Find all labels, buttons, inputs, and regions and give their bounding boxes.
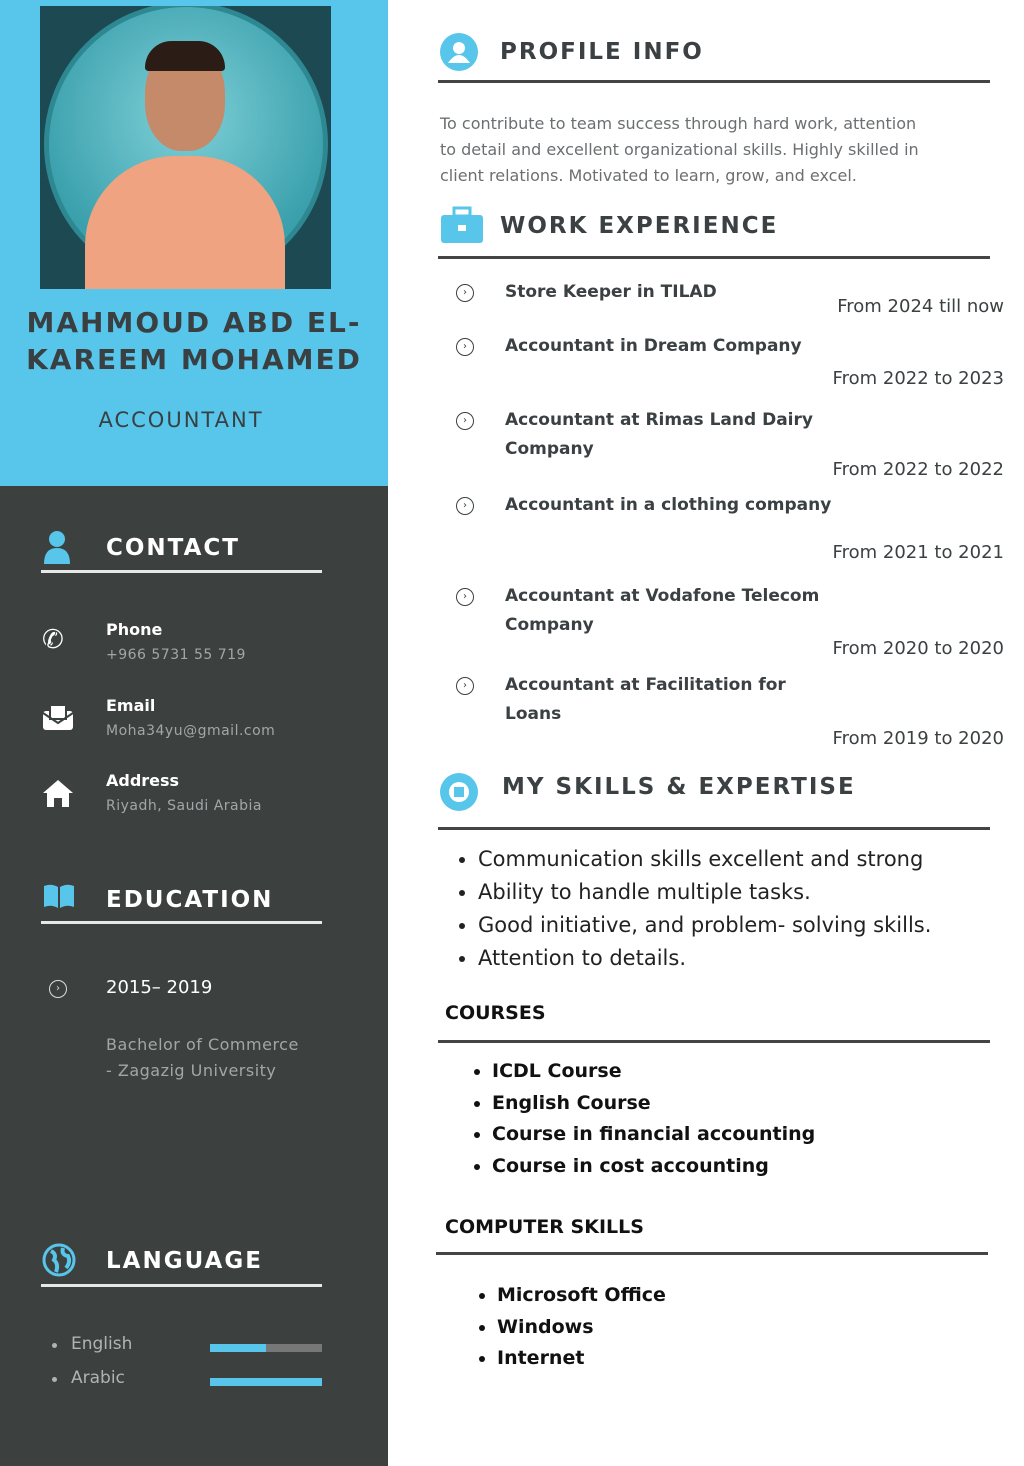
profile-line: to detail and excellent organizational skills. Highly skilled in xyxy=(440,140,919,159)
user-icon xyxy=(440,33,478,71)
computer-skill-item: • Windows xyxy=(497,1312,666,1344)
job-title: Store Keeper in TILAD xyxy=(505,282,717,302)
english-level-bar xyxy=(210,1344,322,1352)
chevron-circle-icon: › xyxy=(456,284,474,302)
job-title: Accountant at Rimas Land Dairy Company xyxy=(505,410,813,459)
divider xyxy=(438,80,990,83)
profile-photo xyxy=(40,6,331,289)
language-heading: LANGUAGE xyxy=(106,1248,263,1274)
phone-label: Phone xyxy=(106,620,163,639)
book-icon xyxy=(42,882,76,917)
job-date: From 2022 to 2023 xyxy=(832,368,1004,389)
home-icon xyxy=(42,778,74,815)
profile-heading: PROFILE INFO xyxy=(500,39,704,65)
courses-heading: COURSES xyxy=(445,1002,546,1024)
skills-list xyxy=(478,843,931,975)
computer-skills-list xyxy=(497,1280,666,1375)
chevron-circle-icon: › xyxy=(456,497,474,515)
globe-icon xyxy=(41,1242,77,1282)
computer-skills-heading: COMPUTER SKILLS xyxy=(445,1216,644,1238)
chevron-circle-icon: › xyxy=(456,412,474,430)
education-years: 2015– 2019 xyxy=(106,977,213,998)
divider xyxy=(438,827,990,830)
education-degree-line2: - Zagazig University xyxy=(106,1061,277,1080)
course-item: • ICDL Course xyxy=(492,1056,815,1088)
job-date: From 2021 to 2021 xyxy=(832,542,1004,563)
contact-heading: CONTACT xyxy=(106,535,240,561)
email-icon xyxy=(42,703,74,738)
education-degree-line1: Bachelor of Commerce xyxy=(106,1035,299,1054)
phone-icon: ✆ xyxy=(42,625,64,655)
divider xyxy=(41,921,322,924)
name-line-2: KAREEM MOHAMED xyxy=(26,343,362,376)
course-item: • Course in financial accounting xyxy=(492,1119,815,1151)
education-heading: EDUCATION xyxy=(106,887,274,913)
name-line-1: MAHMOUD ABD EL- xyxy=(26,306,362,339)
profile-line: client relations. Motivated to learn, grow, and excel. xyxy=(440,166,857,185)
briefcase-icon xyxy=(440,206,484,248)
address-value: Riyadh, Saudi Arabia xyxy=(106,798,262,814)
courses-list xyxy=(492,1056,815,1182)
skill-item: • Ability to handle multiple tasks. xyxy=(478,876,931,909)
person-icon xyxy=(42,530,72,571)
job-title: Accountant at Vodafone Telecom Company xyxy=(505,586,820,635)
profile-line: To contribute to team success through hard work, attention xyxy=(440,114,917,133)
divider xyxy=(438,256,990,259)
address-label: Address xyxy=(106,771,180,790)
divider xyxy=(41,1284,322,1287)
job-role: ACCOUNTANT xyxy=(98,408,264,432)
course-item: • English Course xyxy=(492,1088,815,1120)
job-date: From 2024 till now xyxy=(837,296,1004,317)
course-item: • Course in cost accounting xyxy=(492,1151,815,1183)
arabic-level-bar xyxy=(210,1378,322,1386)
work-heading: WORK EXPERIENCE xyxy=(500,213,779,239)
chevron-circle-icon: › xyxy=(49,980,67,998)
skill-item: • Good initiative, and problem- solving skills. xyxy=(478,909,931,942)
skills-heading: MY SKILLS & EXPERTISE xyxy=(502,774,856,800)
chevron-circle-icon: › xyxy=(456,588,474,606)
job-title: Accountant in Dream Company xyxy=(505,336,802,356)
skill-item: • Attention to details. xyxy=(478,942,931,975)
bullet xyxy=(52,1377,57,1382)
language-arabic: Arabic xyxy=(71,1368,125,1388)
email-label: Email xyxy=(106,696,156,715)
computer-skill-item: • Internet xyxy=(497,1343,666,1375)
chevron-circle-icon: › xyxy=(456,677,474,695)
divider xyxy=(436,1252,988,1255)
phone-value[interactable]: +966 5731 55 719 xyxy=(106,647,246,663)
profile-text xyxy=(440,111,919,189)
language-english: English xyxy=(71,1334,133,1354)
job-date: From 2022 to 2022 xyxy=(832,459,1004,480)
email-value[interactable]: Moha34yu@gmail.com xyxy=(106,723,276,739)
job-title: Accountant at Facilitation for Loans xyxy=(505,675,786,724)
skill-item: • Communication skills excellent and strong xyxy=(478,843,931,876)
divider xyxy=(438,1040,990,1043)
bullet xyxy=(52,1343,57,1348)
divider xyxy=(41,570,322,573)
job-date: From 2020 to 2020 xyxy=(832,638,1004,659)
job-date: From 2019 to 2020 xyxy=(832,728,1004,749)
skills-icon xyxy=(440,773,478,811)
chevron-circle-icon: › xyxy=(456,338,474,356)
computer-skill-item: • Microsoft Office xyxy=(497,1280,666,1312)
job-title: Accountant in a clothing company xyxy=(505,495,832,515)
